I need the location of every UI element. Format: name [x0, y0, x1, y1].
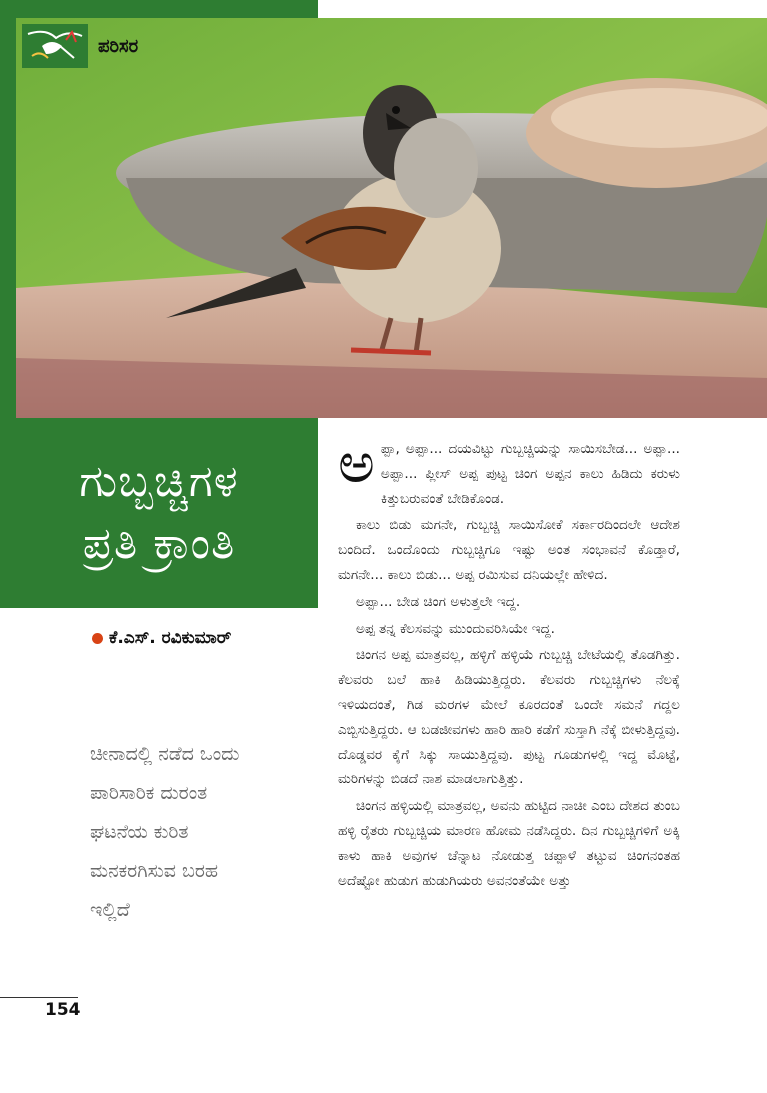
- left-green-strip: [0, 18, 16, 418]
- intro-text: [90, 735, 305, 930]
- article-paragraph: [338, 431, 680, 511]
- page-number-rule: [0, 997, 78, 998]
- bird-sketch-logo: [22, 24, 88, 68]
- intro-line: ಮನಕರಗಿಸುವ ಬರಹ: [90, 860, 219, 882]
- intro-line: ಘಟನೆಯ ಕುರಿತ: [90, 821, 189, 843]
- section-label: ಪರಿಸರ: [98, 35, 139, 57]
- intro-line: ಚೀನಾದಲ್ಲಿ ನಡೆದ ಒಂದು: [90, 743, 240, 765]
- article-paragraph: ಚಿಂಗನ ಹಳ್ಳಿಯಲ್ಲಿ ಮಾತ್ರವಲ್ಲ, ಅವನು ಹುಟ್ಟಿದ ನಾಚೀ ಎಂಬ ದೇಶದ ತುಂಬ ಹಳ್ಳಿ ರೈತರು ಗುಬ್ಬಚ್ಚಿಯ ಮಾರಣ ಹೋಮ ನಡೆಸಿದ್ದರು. ದಿನ ಗುಬ್ಬಚ್ಚಿಗಳಿಗೆ ಅಕ್ಕಿ ಕಾಳು ಹಾಕಿ ಅವುಗಳ ಚೆನ್ನಾಟ ನೋಡುತ್ತ ಚಪ್ಪಾಳೆ ತಟ್ಟುವ ಚಿಂಗನಂತಹ ಅದೆಷ್ಟೋ ಹುಡುಗ ಹುಡುಗಿಯರು ಅವನಂತೆಯೇ ಅತ್ತು: [338, 798, 680, 889]
- title-box: [0, 418, 318, 608]
- page-number: 154: [45, 1000, 81, 1020]
- section-tag: [22, 24, 138, 68]
- article-body: [338, 431, 680, 895]
- top-green-bar: [0, 0, 318, 18]
- page-title-line-2: ಪ್ರತಿ ಕ್ರಾಂತಿ: [82, 518, 236, 569]
- byline: [92, 628, 231, 648]
- article-paragraph: ಚಿಂಗನ ಅಪ್ಪ ಮಾತ್ರವಲ್ಲ, ಹಳ್ಳಿಗೆ ಹಳ್ಳಿಯೆ ಗುಬ್ಬಚ್ಚಿ ಬೇಟೆಯಲ್ಲಿ ತೊಡಗಿತ್ತು. ಕೆಲವರು ಬಲೆ ಹಾಕಿ ಹಿಡಿಯುತ್ತಿದ್ದರು. ಕೆಲವರು ಗುಬ್ಬಚ್ಚಿಗಳು ನೆಲಕ್ಕೆ ಇಳಿಯದಂತೆ, ಗಿಡ ಮರಗಳ ಮೇಲೆ ಕೂರದಂತೆ ಒಂದೇ ಸಮನೆ ಗದ್ದಲ ಎಬ್ಬಿಸುತ್ತಿದ್ದರು. ಆ ಬಡಜೀವಗಳು ಹಾರಿ ಹಾರಿ ಕಡೆಗೆ ಸುಸ್ತಾಗಿ ನೆಕ್ಕೆ ಬೀಳುತ್ತಿದ್ದವು. ದೊಡ್ಡವರ ಕೈಗೆ ಸಿಕ್ಕು ಸಾಯುತ್ತಿದ್ದವು. ಪುಟ್ಟ ಗೂಡುಗಳಲ್ಲಿ ಇದ್ದ ಮೊಟ್ಟೆ, ಮರಿಗಳನ್ನು ಬಿಡದೆ ನಾಶ ಮಾಡಲಾಗುತ್ತಿತ್ತು.: [338, 647, 680, 788]
- page-title-line-1: ಗುಬ್ಬಚ್ಚಿಗಳ: [79, 456, 239, 507]
- sparrow-on-water-bowl-icon: [16, 18, 767, 418]
- bullet-dot-icon: [92, 633, 103, 644]
- sparrow-photo: [16, 18, 767, 418]
- drop-cap: ಅ: [338, 431, 375, 496]
- paragraph-text: ಪ್ಪಾ, ಅಪ್ಪಾ... ದಯವಿಟ್ಟು ಗುಬ್ಬಚ್ಚಿಯನ್ನು ಸಾಯಿಸಬೇಡ... ಅಪ್ಪಾ... ಅಪ್ಪಾ... ಪ್ಲೀಸ್ ಅಪ್ಪ ಪುಟ್ಟ ಚಿಂಗ ಅಪ್ಪನ ಕಾಲು ಹಿಡಿದು ಕರುಳು ಕಿತ್ತುಬರುವಂತೆ ಬೇಡಿಕೊಂಡ.: [380, 441, 680, 507]
- intro-line: ಪಾರಿಸಾರಿಕ ದುರಂತ: [90, 782, 208, 804]
- article-paragraph: ಕಾಲು ಬಿಡು ಮಗನೇ, ಗುಬ್ಬಚ್ಚಿ ಸಾಯಿಸೋಕೆ ಸರ್ಕಾರದಿಂದಲೇ ಆದೇಶ ಬಂದಿದೆ. ಒಂದೊಂದು ಗುಬ್ಬಚ್ಚಿಗೂ ಇಷ್ಟು ಅಂತ ಸಂಭಾವನೆ ಕೊಡ್ತಾರೆ, ಮಗನೇ... ಕಾಲು ಬಿಡು... ಅಪ್ಪ ರಮಿಸುವ ದನಿಯಲ್ಲೇ ಹೇಳಿದ.: [338, 517, 680, 583]
- article-paragraph: ಅಪ್ಪ ತನ್ನ ಕೆಲಸವನ್ನು ಮುಂದುವರಿಸಿಯೇ ಇದ್ದ.: [356, 620, 555, 637]
- author-name: ಕೆ.ಎಸ್. ರವಿಕುಮಾರ್: [109, 628, 232, 648]
- intro-line: ಇಲ್ಲಿದೆ: [90, 899, 130, 921]
- article-paragraph: ಅಪ್ಪಾ... ಬೇಡ ಚಿಂಗ ಅಳುತ್ತಲೇ ಇದ್ದ.: [356, 593, 521, 610]
